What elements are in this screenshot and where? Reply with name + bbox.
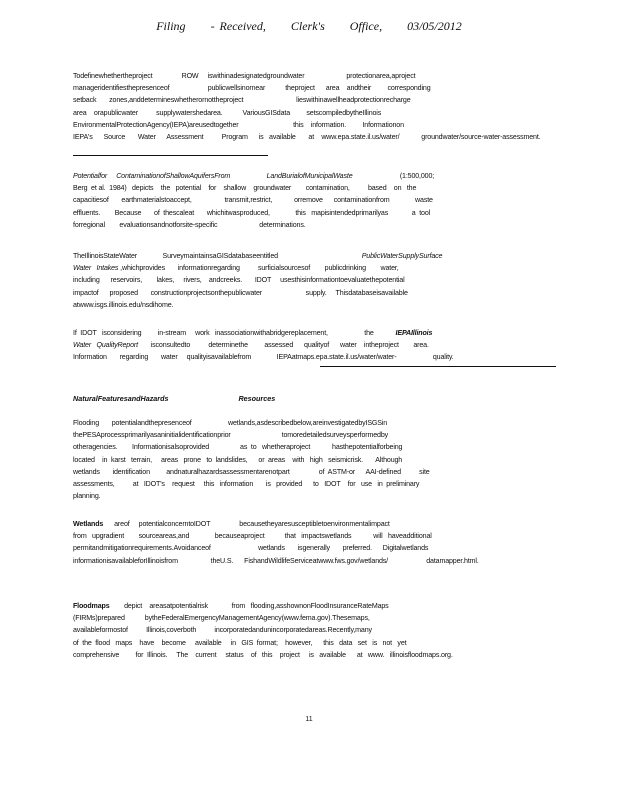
text-line: informationisavailableforIllinoisfrom theU.S. FishandWildlifeServiceatwww.fws.gov/wetlands/ datamapper.html.	[73, 556, 479, 565]
text-line	[73, 262, 613, 274]
paragraph-water-intakes	[73, 250, 613, 311]
text-line: area orapublicwater supplywatershedarea. VariousGISdata setscompiledbytheIllinois	[73, 108, 382, 117]
text-line: permitandmitigationrequirements.Avoidanceof wetlands isgenerally preferred. Digitalwetlands	[73, 544, 429, 553]
text-line	[73, 339, 613, 351]
text-line: including reservoirs, lakes, rivers, andcreeks. IDOT usesthisinformationtoevaluatethepotential	[73, 276, 405, 285]
text-part: If IDOT isconsidering in-stream work inassociationwithabridgereplacement, the	[73, 329, 374, 337]
title-part: Water QualityReport	[73, 341, 138, 350]
text-part: ,whichprovides informationregarding surficialsourcesof publicdrinking water,	[120, 264, 399, 273]
text-line: setback zones,anddetermineswhetherornottheproject lieswithinawellheadprotectionrecharge	[73, 96, 411, 105]
page-header	[0, 19, 618, 34]
title-part: IEPAIllinois	[395, 329, 433, 337]
text-line: comprehensive for Illinois. The current status of this project is available at www. illinoisfloodmaps.org.	[73, 650, 453, 659]
text-line: of the flood maps have become available in GIS format; however, this data set is not yet	[73, 638, 407, 647]
text-part: isconsultedto determinethe assessed qualityof water intheproject area.	[150, 341, 429, 350]
header-office: Office,	[349, 19, 383, 33]
text-line: capacitiesof earthmaterialstoaccept, transmit,restrict, orremove contaminationfrom waste	[73, 196, 433, 205]
section-label: NaturalFeaturesandHazards	[73, 394, 169, 403]
underline-rule	[320, 366, 556, 367]
text-line: Information regarding water qualityisavailablefrom IEPAatmaps.epa.state.il.us/water/water- quality.	[73, 353, 454, 362]
text-line	[73, 518, 613, 530]
text-part: areof potentialconcerntoIDOT becausetheyaresusceptibletoenvironmentalimpact	[114, 520, 390, 528]
header-received: - Received,	[210, 19, 266, 33]
text-line: Todefinewhethertheproject ROW iswithinadesignatedgroundwater protectionarea,aproject	[73, 72, 416, 80]
text-line: (FIRMs)prepared bytheFederalEmergencyManagementAgency(www.fema.gov).Thesemaps,	[73, 614, 370, 623]
text-line: IEPA's Source Water Assessment Program is available at www.epa.state.il.us/water/ groundwater/source-water-assessment.	[73, 133, 541, 142]
text-line: wetlands identification andnaturalhazardsassessmentarenotpart of ASTM-or AAI-defined site	[73, 467, 430, 476]
term-wetlands: Wetlands	[73, 520, 104, 528]
paragraph-floodmaps	[73, 600, 613, 661]
text-part: TheIllinoisStateWater SurveymaintainsaGISdatabaseentitled	[73, 252, 278, 260]
text-line: assessments, at IDOT's request this information is provided to IDOT for use in preliminary	[73, 480, 420, 489]
title-part: PublicWaterSupplySurface	[361, 252, 443, 260]
paragraph-wetlands	[73, 518, 613, 567]
text-part: depict areasatpotentialrisk from flooding,asshownonFloodInsuranceRateMaps	[124, 602, 389, 610]
text-line: availableformostof Illinois,coverboth incorporatedandunincorporatedareas.Recently,many	[73, 626, 372, 635]
header-date: 03/05/2012	[407, 19, 462, 33]
section-heading	[73, 394, 275, 403]
paragraph-shallow-aquifers	[73, 170, 613, 231]
paragraph-groundwater	[73, 70, 613, 143]
text-line	[73, 250, 613, 262]
title-part: Water Intakes	[73, 264, 119, 273]
page-number: 11	[305, 716, 313, 723]
section-resources: Resources	[238, 394, 276, 403]
text-line: thePESAprocessprimarilyasaninitialidentificationprior tomoredetailedsurveysperformedby	[73, 431, 389, 440]
text-line: effluents. Because of thescaleat whichitwasproduced, this mapisintendedprimarilyas a tool	[73, 208, 431, 217]
text-line: planning.	[73, 492, 101, 501]
text-line: forregional evaluationsandnotforsite-specific determinations.	[73, 220, 306, 229]
term-floodmaps: Floodmaps	[73, 602, 110, 610]
header-clerks: Clerk's	[290, 19, 325, 33]
text-line: Berg et al. 1984) depicts the potential for shallow groundwater contamination, based on the	[73, 184, 417, 193]
text-line	[73, 600, 613, 612]
paragraph-flooding	[73, 417, 613, 502]
underline-rule	[73, 155, 268, 156]
text-line: atwww.isgs.illinois.edu/nsdihome.	[73, 300, 174, 309]
text-line: EnvironmentalProtectionAgency(IEPA)areusedtogether this information. Informationon	[73, 120, 404, 129]
paragraph-water-quality	[73, 327, 613, 364]
header-filing: Filing	[156, 19, 186, 33]
text-line: manageridentifiesthepresenceof publicwellsinornear theproject area andtheir corresponding	[73, 84, 431, 93]
text-line: Flooding potentialandthepresenceof wetlands,asdescribedbelow,areinvestigatedbyISGSin	[73, 419, 388, 427]
text-line	[73, 170, 613, 182]
text-line-rest: (1:500,000;	[399, 172, 435, 180]
title-part: LandBurialofMunicipalWaste	[266, 172, 353, 180]
text-line	[73, 327, 613, 339]
title-part: ContaminationofShallowAquifersFrom	[116, 172, 231, 180]
text-line: from upgradient sourceareas,and becauseaproject that impactswetlands will haveadditional	[73, 532, 432, 541]
text-line: otheragencies. Informationisalsoprovided as to whetheraproject hasthepotentialforbeing	[73, 443, 403, 452]
text-line: impactof proposed constructionprojectsonthepublicwater supply. Thisdatabaseisavailable	[73, 288, 408, 297]
text-line: located in karst terrain, areas prone to landslides, or areas with high seismicrisk. Although	[73, 455, 403, 464]
title-part: Potentialfor	[73, 172, 108, 180]
